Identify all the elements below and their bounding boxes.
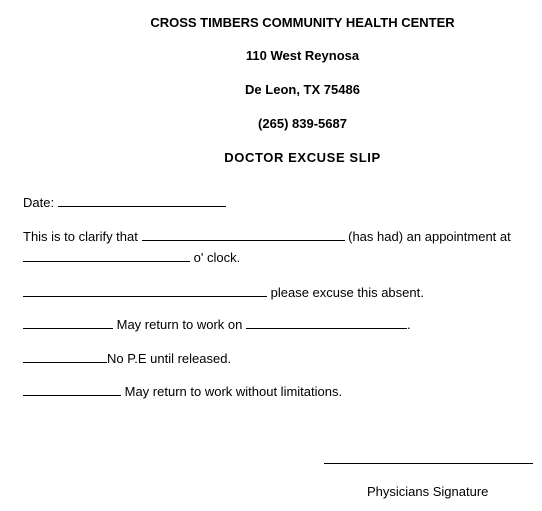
appointment-time-blank[interactable] bbox=[23, 249, 190, 262]
signature-line[interactable] bbox=[324, 463, 533, 464]
street-address: 110 West Reynosa bbox=[245, 48, 360, 63]
date-blank[interactable] bbox=[58, 194, 226, 207]
no-limits-text: May return to work without limitations. bbox=[124, 384, 343, 399]
excuse-row bbox=[23, 284, 424, 301]
clarify-row bbox=[23, 228, 511, 245]
excuse-blank[interactable] bbox=[23, 284, 267, 297]
excuse-text: please excuse this absent. bbox=[270, 285, 424, 300]
no-pe-text: No P.E until released. bbox=[107, 351, 232, 366]
document-title: DOCTOR EXCUSE SLIP bbox=[224, 150, 381, 165]
return-work-check-blank[interactable] bbox=[23, 316, 113, 329]
no-pe-check-blank[interactable] bbox=[23, 350, 107, 363]
clarify-middle: (has had) an appointment at bbox=[348, 229, 511, 244]
clarify-prefix: This is to clarify that bbox=[23, 229, 138, 244]
return-work-row bbox=[23, 316, 411, 333]
date-label: Date: bbox=[23, 195, 55, 210]
city-state-zip: De Leon, TX 75486 bbox=[245, 82, 360, 97]
phone-number: (265) 839-5687 bbox=[258, 116, 347, 131]
org-name: CROSS TIMBERS COMMUNITY HEALTH CENTER bbox=[150, 15, 455, 30]
oclock-text: o' clock. bbox=[193, 250, 241, 265]
patient-name-blank[interactable] bbox=[142, 228, 345, 241]
signature-label: Physicians Signature bbox=[367, 484, 489, 499]
no-limits-row bbox=[23, 383, 342, 400]
time-row bbox=[23, 249, 240, 266]
return-date-blank[interactable] bbox=[246, 316, 407, 329]
period-text: . bbox=[406, 317, 411, 332]
no-pe-row bbox=[23, 350, 231, 367]
return-work-text: May return to work on bbox=[116, 317, 243, 332]
date-row bbox=[23, 194, 226, 211]
no-limits-check-blank[interactable] bbox=[23, 383, 121, 396]
